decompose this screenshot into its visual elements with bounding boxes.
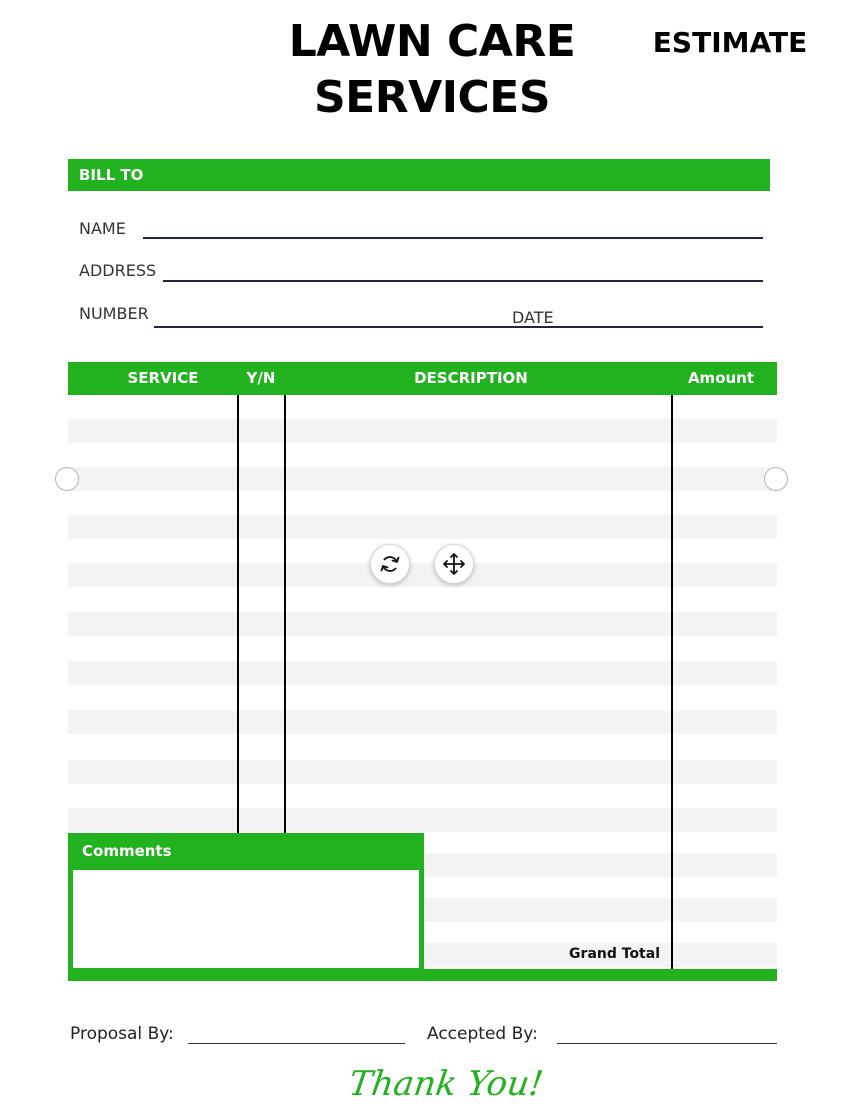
resize-handle-right[interactable] — [764, 467, 788, 491]
title-line-1: LAWN CARE — [288, 16, 576, 67]
move-button[interactable] — [434, 544, 474, 584]
column-divider — [237, 395, 239, 833]
number-label: NUMBER — [79, 304, 149, 323]
title-line-2: SERVICES — [313, 72, 551, 123]
rotate-icon — [377, 551, 403, 577]
grand-total-label: Grand Total — [569, 946, 660, 962]
date-label: DATE — [512, 308, 554, 327]
comments-section — [68, 833, 424, 970]
column-amount: Amount — [687, 369, 755, 387]
page-title — [250, 14, 614, 126]
table-header — [68, 362, 777, 395]
thank-you-text: Thank You! — [346, 1064, 546, 1104]
document-type: ESTIMATE — [652, 26, 808, 59]
proposal-by-field[interactable] — [188, 1043, 405, 1044]
table-footer-bar — [68, 969, 777, 981]
resize-handle-left[interactable] — [55, 467, 79, 491]
comments-heading: Comments — [82, 842, 172, 860]
rotate-button[interactable] — [370, 544, 410, 584]
name-field[interactable] — [143, 237, 763, 239]
proposal-by-label: Proposal By: — [70, 1024, 174, 1044]
bill-to-header: BILL TO — [68, 159, 770, 191]
column-yn: Y/N — [246, 369, 276, 387]
column-description: DESCRIPTION — [414, 369, 528, 387]
address-field[interactable] — [163, 280, 763, 282]
column-service: SERVICE — [127, 369, 199, 387]
table-row[interactable] — [424, 853, 777, 877]
accepted-by-label: Accepted By: — [427, 1024, 538, 1044]
column-divider — [284, 395, 286, 833]
name-label: NAME — [79, 219, 126, 238]
number-date-field[interactable] — [154, 326, 763, 328]
accepted-by-field[interactable] — [557, 1043, 777, 1044]
table-row[interactable] — [424, 898, 777, 922]
move-icon — [441, 551, 467, 577]
address-label: ADDRESS — [79, 261, 157, 280]
comments-input[interactable] — [73, 870, 419, 968]
column-divider — [671, 395, 673, 969]
